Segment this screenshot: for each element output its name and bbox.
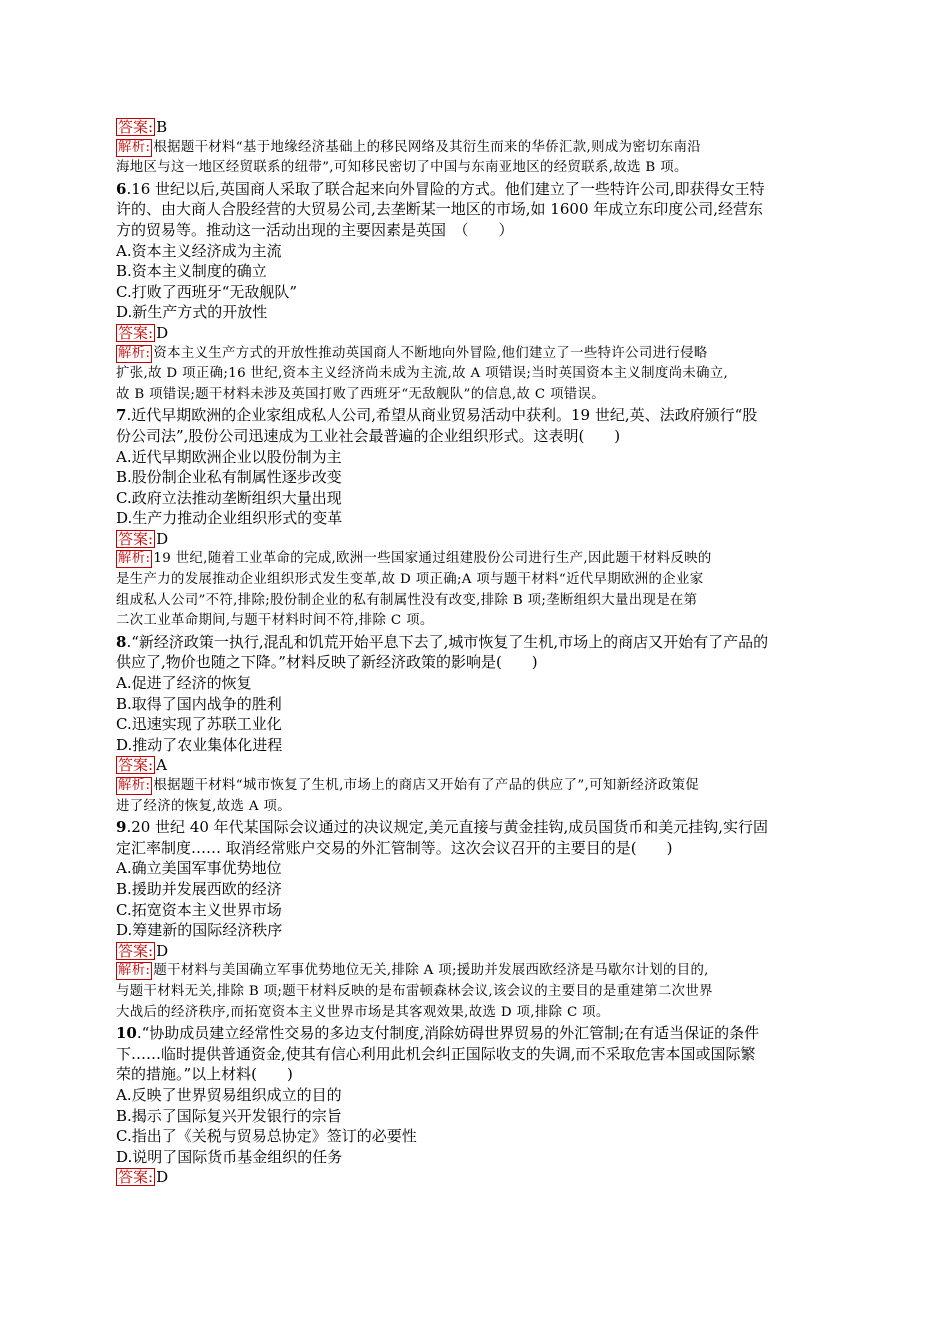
analysis-line — [116, 344, 840, 365]
question-line — [116, 405, 840, 426]
analysis-line — [116, 385, 840, 406]
option-line — [116, 261, 840, 282]
question-text: .16 世纪以后,英国商人采取了联合起来向外冒险的方式。他们建立了一些特许公司,即获得女王特 — [126, 179, 765, 198]
analysis-tag: 解析: — [118, 963, 151, 979]
option-text: A.资本主义经济成为主流 — [116, 241, 282, 260]
option-text: B.资本主义制度的确立 — [116, 262, 267, 281]
option-text: D.说明了国际货币基金组织的任务 — [116, 1147, 343, 1166]
answer-value: D — [156, 1168, 169, 1187]
option-line — [116, 694, 840, 715]
analysis-text: 19 世纪,随着工业革命的完成,欧洲一些国家通过组建股份公司进行生产,因此题干材料反映的 — [153, 551, 712, 567]
answer-tag: 答案: — [118, 1168, 154, 1187]
question-text: 下……临时提供普通资金,使其有信心利用此机会纠正国际收支的失调,而不采取危害本国或国际繁 — [116, 1044, 756, 1063]
analysis-text: 扩张,故 D 项正确;16 世纪,资本主义经济尚未成为主流,故 A 项错误;当时英国资本主义制度尚未确立, — [116, 366, 729, 382]
question-number: 8 — [116, 632, 127, 651]
analysis-tag: 解析: — [118, 778, 151, 793]
option-line — [116, 447, 840, 468]
answer-tag: 答案: — [118, 118, 154, 136]
answer-tag: 答案: — [118, 941, 154, 960]
analysis-line — [116, 570, 840, 591]
analysis-tag: 解析: — [118, 551, 151, 567]
analysis-line — [116, 776, 840, 797]
option-text: C.迅速实现了苏联工业化 — [116, 715, 282, 734]
option-text: A.促进了经济的恢复 — [116, 674, 252, 693]
question-text: 份公司法”,股份公司迅速成为工业社会最普遍的企业组织形式。这表明( ) — [116, 426, 621, 445]
document-page — [116, 117, 840, 1188]
option-text: C.拓宽资本主义世界市场 — [116, 900, 282, 919]
answer-value: D — [156, 941, 169, 960]
analysis-line — [116, 797, 840, 818]
option-text: D.生产力推动企业组织形式的变革 — [116, 509, 343, 528]
option-line — [116, 735, 840, 756]
question-number: 9 — [116, 818, 127, 837]
option-line — [116, 1106, 840, 1127]
answer-value: D — [156, 323, 169, 342]
question-text: 许的、由大商人合股经营的大贸易公司,去垄断某一地区的市场,如 1600 年成立东印度公司,经营东 — [116, 200, 764, 219]
analysis-line — [116, 982, 840, 1003]
analysis-text: 海地区与这一地区经贸联系的纽带”,可知移民密切了中国与东南亚地区的经贸联系,故选 B 项。 — [116, 160, 688, 176]
question-line — [116, 632, 840, 653]
option-line — [116, 1147, 840, 1168]
question-line — [116, 199, 840, 220]
analysis-line — [116, 1003, 840, 1024]
option-text: C.打败了西班牙“无敌舰队” — [116, 282, 298, 301]
analysis-text: 大战后的经济秩序,而拓宽资本主义世界市场是其客观效果,故选 D 项,排除 C 项。 — [116, 1004, 610, 1020]
option-text: B.援助并发展西欧的经济 — [116, 879, 282, 898]
option-line — [116, 241, 840, 262]
option-line — [116, 714, 840, 735]
analysis-text: 进了经济的恢复,故选 A 项。 — [116, 798, 291, 814]
option-text: A.确立美国军事优势地位 — [116, 859, 282, 878]
question-line — [116, 426, 840, 447]
analysis-line — [116, 611, 840, 632]
question-text: 方的贸易等。推动这一活动出现的主要因素是英国 （ ） — [116, 220, 514, 239]
answer-line — [116, 529, 840, 550]
option-text: B.揭示了国际复兴开发银行的宗旨 — [116, 1106, 342, 1125]
analysis-line — [116, 549, 840, 570]
analysis-text: 题干材料与美国确立军事优势地位无关,排除 A 项;援助并发展西欧经济是马歇尔计划的目的, — [153, 963, 709, 979]
analysis-tag: 解析: — [118, 345, 151, 361]
question-text: .近代早期欧洲的企业家组成私人公司,希望从商业贸易活动中获利。19 世纪,英、法政府颁行“股 — [126, 406, 758, 425]
analysis-text: 资本主义生产方式的开放性推动英国商人不断地向外冒险,他们建立了一些特许公司进行侵略 — [153, 345, 708, 361]
analysis-line — [116, 138, 840, 159]
answer-tag: 答案: — [118, 529, 154, 548]
question-text: 定汇率制度…… 取消经常账户交易的外汇管制等。这次会议召开的主要目的是( ) — [116, 838, 673, 857]
option-line — [116, 1085, 840, 1106]
analysis-text: 是生产力的发展推动企业组织形式发生变革,故 D 项正确;A 项与题干材料“近代早期欧洲的企业家 — [116, 572, 704, 588]
option-line — [116, 282, 840, 303]
question-number: 10 — [116, 1024, 137, 1043]
option-line — [116, 467, 840, 488]
option-line — [116, 900, 840, 921]
analysis-tag: 解析: — [118, 139, 151, 155]
analysis-text: 根据题干材料“基于地缘经济基础上的移民网络及其衍生而来的华侨汇款,则成为密切东南沿 — [153, 139, 702, 155]
analysis-text: 组成私人公司”不符,排除;股份制企业的私有制属性没有改变,排除 B 项;垄断组织大量出现是在第 — [116, 592, 698, 608]
option-text: B.取得了国内战争的胜利 — [116, 694, 282, 713]
answer-line — [116, 117, 840, 138]
answer-value: D — [156, 529, 169, 548]
analysis-line — [116, 158, 840, 179]
option-text: D.筹建新的国际经济秩序 — [116, 921, 283, 940]
option-line — [116, 673, 840, 694]
option-text: C.政府立法推动垄断组织大量出现 — [116, 488, 342, 507]
question-text: 荣的措施。”以上材料( ) — [116, 1065, 293, 1084]
question-number: 7 — [116, 406, 127, 425]
question-text: .“协助成员建立经常性交易的多边支付制度,消除妨碍世界贸易的外汇管制;在有适当保证的条件 — [136, 1024, 760, 1043]
option-line — [116, 879, 840, 900]
analysis-line — [116, 961, 840, 982]
option-line — [116, 302, 840, 323]
option-line — [116, 488, 840, 509]
answer-line — [116, 755, 840, 776]
answer-tag: 答案: — [118, 756, 154, 775]
option-line — [116, 858, 840, 879]
option-text: A.反映了世界贸易组织成立的目的 — [116, 1085, 342, 1104]
question-number: 6 — [116, 179, 127, 198]
option-text: C.指出了《关税与贸易总协定》签订的必要性 — [116, 1127, 417, 1146]
analysis-text: 根据题干材料“城市恢复了生机,市场上的商店又开始有了产品的供应了”,可知新经济政策促 — [153, 778, 700, 793]
option-line — [116, 920, 840, 941]
option-text: D.推动了农业集体化进程 — [116, 735, 283, 754]
option-text: D.新生产方式的开放性 — [116, 303, 268, 322]
question-text: 供应了,物价也随之下降。”材料反映了新经济政策的影响是( ) — [116, 653, 538, 672]
question-line — [116, 1023, 840, 1044]
question-line — [116, 817, 840, 838]
question-line — [116, 220, 840, 241]
option-text: B.股份制企业私有制属性逐步改变 — [116, 468, 342, 487]
question-line — [116, 1044, 840, 1065]
question-line — [116, 1064, 840, 1085]
answer-value: A — [156, 756, 167, 775]
question-line — [116, 179, 840, 200]
option-text: A.近代早期欧洲企业以股份制为主 — [116, 447, 342, 466]
option-line — [116, 1126, 840, 1147]
analysis-line — [116, 364, 840, 385]
answer-line — [116, 941, 840, 962]
question-text: .20 世纪 40 年代某国际会议通过的决议规定,美元直接与黄金挂钩,成员国货币和美元挂钩,实行固 — [126, 818, 768, 837]
question-line — [116, 652, 840, 673]
analysis-text: 二次工业革命期间,与题干材料时间不符,排除 C 项。 — [116, 613, 434, 629]
analysis-text: 故 B 项错误;题干材料未涉及英国打败了西班牙“无敌舰队”的信息,故 C 项错误。 — [116, 386, 606, 402]
answer-value: B — [156, 118, 168, 136]
answer-tag: 答案: — [118, 323, 154, 342]
question-line — [116, 838, 840, 859]
analysis-line — [116, 591, 840, 612]
option-line — [116, 508, 840, 529]
answer-line — [116, 1167, 840, 1188]
answer-line — [116, 323, 840, 344]
question-text: .“新经济政策一执行,混乱和饥荒开始平息下去了,城市恢复了生机,市场上的商店又开始有了产品的 — [126, 632, 769, 651]
analysis-text: 与题干材料无关,排除 B 项;题干材料反映的是布雷顿森林会议,该会议的主要目的是重建第二次世界 — [116, 983, 713, 999]
